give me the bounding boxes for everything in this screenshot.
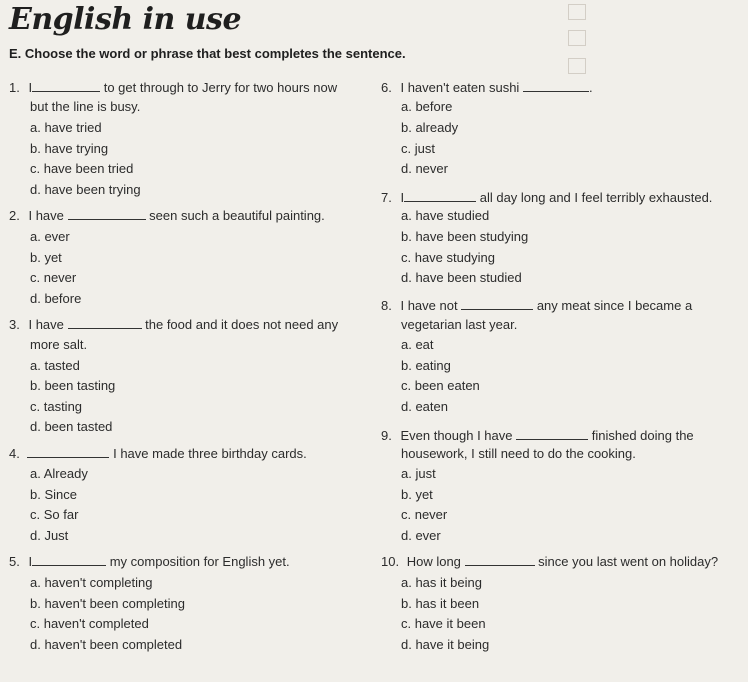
bleed-through-box — [568, 4, 586, 20]
option-b[interactable]: b. yet — [30, 250, 62, 265]
stem-before: Even though I have — [400, 428, 513, 443]
option-b[interactable]: b. have been studying — [401, 229, 529, 244]
option-d[interactable]: d. never — [401, 161, 448, 176]
option-a[interactable]: a. have studied — [401, 208, 490, 223]
option-c[interactable]: c. just — [401, 141, 435, 156]
question-2-stem — [9, 208, 325, 224]
option-a[interactable]: a. eat — [401, 337, 434, 352]
question-3-continuation: more salt. — [30, 337, 88, 352]
question-6-stem — [381, 80, 593, 96]
option-c[interactable]: c. never — [401, 507, 448, 522]
option-b[interactable]: b. eating — [401, 358, 451, 373]
answer-blank[interactable] — [32, 554, 106, 566]
question-3-stem — [9, 317, 338, 333]
option-d[interactable]: d. have been trying — [30, 182, 141, 197]
answer-blank[interactable] — [404, 190, 476, 202]
bleed-through-box — [568, 30, 586, 46]
option-c[interactable]: c. have it been — [401, 616, 486, 631]
stem-after: since you last went on holiday? — [538, 554, 719, 569]
option-d[interactable]: d. have been studied — [401, 270, 522, 285]
option-c[interactable]: c. So far — [30, 507, 79, 522]
answer-blank[interactable] — [523, 80, 589, 92]
option-b[interactable]: b. have trying — [30, 141, 109, 156]
question-1-continuation: but the line is busy. — [30, 99, 141, 114]
option-d[interactable]: d. eaten — [401, 399, 448, 414]
option-a[interactable]: a. have tried — [30, 120, 102, 135]
option-b[interactable]: b. been tasting — [30, 378, 116, 393]
stem-before: I haven't eaten sushi — [400, 80, 520, 95]
question-number: 1. — [9, 80, 20, 95]
page-title: English in use — [9, 2, 242, 37]
stem-after: to get through to Jerry for two hours now — [103, 80, 338, 95]
stem-after: seen such a beautiful painting. — [149, 208, 325, 223]
answer-blank[interactable] — [68, 317, 142, 329]
stem-before: I have — [28, 208, 64, 223]
option-b[interactable]: b. has it been — [401, 596, 480, 611]
question-number: 8. — [381, 298, 392, 313]
option-b[interactable]: b. haven't been completing — [30, 596, 185, 611]
option-c[interactable]: c. been eaten — [401, 378, 480, 393]
answer-blank[interactable] — [465, 554, 535, 566]
stem-after: the food and it does not need any — [145, 317, 339, 332]
stem-after: any meat since I became a — [536, 298, 693, 313]
answer-blank[interactable] — [516, 428, 588, 440]
stem-after: my composition for English yet. — [109, 554, 290, 569]
answer-blank[interactable] — [27, 446, 109, 458]
question-7-stem — [381, 190, 712, 206]
option-c[interactable]: c. never — [30, 270, 77, 285]
option-a[interactable]: a. before — [401, 99, 453, 114]
question-9-continuation: housework, I still need to do the cooking. — [401, 446, 636, 461]
stem-after: I have made three birthday cards. — [113, 446, 307, 461]
option-d[interactable]: d. haven't been completed — [30, 637, 183, 652]
option-a[interactable]: a. haven't completing — [30, 575, 153, 590]
stem-before: I have not — [400, 298, 458, 313]
question-10-stem — [381, 554, 718, 570]
option-c[interactable]: c. tasting — [30, 399, 83, 414]
stem-before: I — [28, 80, 33, 95]
stem-after: . — [588, 80, 593, 95]
question-8-continuation: vegetarian last year. — [401, 317, 518, 332]
option-a[interactable]: a. ever — [30, 229, 70, 244]
option-a[interactable]: a. has it being — [401, 575, 482, 590]
option-b[interactable]: b. yet — [401, 487, 433, 502]
stem-before: How long — [406, 554, 461, 569]
question-number: 3. — [9, 317, 20, 332]
question-number: 4. — [9, 446, 20, 461]
answer-blank[interactable] — [32, 80, 100, 92]
option-d[interactable]: d. have it being — [401, 637, 490, 652]
stem-before: I have — [28, 317, 64, 332]
stem-before: I — [28, 554, 33, 569]
question-number: 2. — [9, 208, 20, 223]
question-1-stem — [9, 80, 337, 96]
option-b[interactable]: b. already — [401, 120, 459, 135]
option-d[interactable]: d. been tasted — [30, 419, 113, 434]
option-b[interactable]: b. Since — [30, 487, 77, 502]
option-d[interactable]: d. Just — [30, 528, 69, 543]
option-a[interactable]: a. Already — [30, 466, 88, 481]
question-number: 7. — [381, 190, 392, 205]
option-a[interactable]: a. just — [401, 466, 436, 481]
exercise-instruction: E. Choose the word or phrase that best completes the sentence. — [9, 46, 406, 61]
question-8-stem — [381, 298, 692, 314]
question-number: 6. — [381, 80, 392, 95]
question-4-stem — [9, 446, 307, 462]
question-number: 9. — [381, 428, 392, 443]
answer-blank[interactable] — [461, 298, 533, 310]
option-c[interactable]: c. haven't completed — [30, 616, 149, 631]
question-5-stem — [9, 554, 290, 570]
option-d[interactable]: d. before — [30, 291, 82, 306]
option-d[interactable]: d. ever — [401, 528, 441, 543]
option-a[interactable]: a. tasted — [30, 358, 80, 373]
question-number: 10. — [381, 554, 400, 569]
question-number: 5. — [9, 554, 20, 569]
bleed-through-box — [568, 58, 586, 74]
stem-after: all day long and I feel terribly exhausted. — [479, 190, 713, 205]
question-9-stem — [381, 428, 694, 444]
option-c[interactable]: c. have been tried — [30, 161, 134, 176]
option-c[interactable]: c. have studying — [401, 250, 495, 265]
stem-before: I — [400, 190, 405, 205]
stem-after: finished doing the — [591, 428, 694, 443]
answer-blank[interactable] — [68, 208, 146, 220]
